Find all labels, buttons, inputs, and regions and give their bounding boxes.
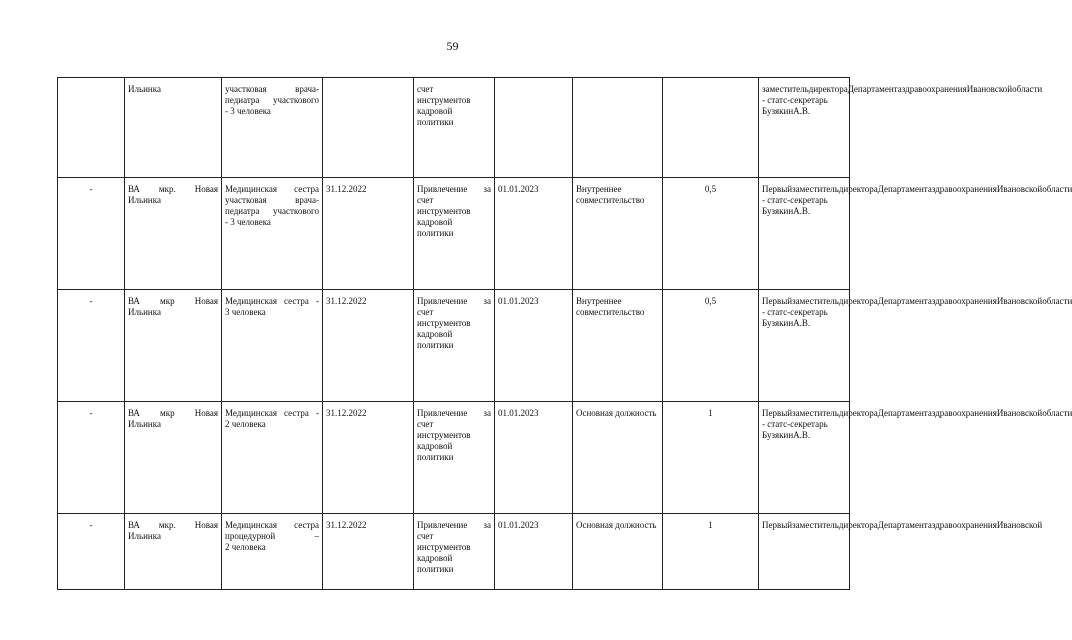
deadline-cell [323,78,414,178]
source-cell [414,402,495,514]
organization-cell [125,78,222,178]
cell-line: здравоохранения [931,296,997,306]
cell-line: педиатра участкового [225,206,319,216]
cell-line: 2 человека [225,542,266,552]
cell-line: процедурной – [225,531,319,541]
organization-cell [125,402,222,514]
start-date-cell: 01.01.2023 [495,290,573,402]
cell-line: - 3 человека [225,217,271,227]
cell-line: заместитель [762,84,809,94]
cell-line: Ильинка [128,419,161,429]
position-cell [222,402,323,514]
cell-line: области - статс- [762,296,1072,317]
cell-line: Привлечение за [417,184,491,194]
row-number-cell [58,78,125,178]
cell-line: педиатра участкового [225,95,319,105]
table-row [58,178,850,290]
cell-line: ВА мкр Новая [128,408,218,418]
cell-line: секретарь Бузякин [762,195,828,216]
cell-line: политики [417,564,454,574]
cell-line: А.В. [793,318,811,328]
responsible-cell [759,514,1043,590]
responsible-cell [759,402,1072,514]
source-cell [414,514,495,590]
table-row [58,514,850,590]
cell-line: заместитель [792,520,839,530]
cell-line: Ильинка [128,195,161,205]
cell-line: здравоохранения [901,84,967,94]
cell-line: счет [417,531,434,541]
cell-line: здравоохранения [931,408,997,418]
cell-line: директора [838,520,878,530]
start-date-cell: 01.01.2023 [495,402,573,514]
cell-line: инструментов [417,95,471,105]
cell-line: заместитель [792,408,839,418]
organization-cell [125,514,222,590]
cell-line: счет [417,419,434,429]
cell-line: Департамента [877,408,932,418]
position-cell [222,78,323,178]
responsible-cell [759,78,1043,178]
cell-line: Департамента [847,84,902,94]
table-row [58,290,850,402]
cell-line: области - статс- [762,84,1043,105]
cell-line: кадровой [417,106,453,116]
employment-type-cell: Внутреннее совместительство [573,178,663,290]
deadline-cell: 31.12.2022 [323,514,414,590]
position-cell [222,178,323,290]
cell-line: инструментов [417,206,471,216]
position-cell [222,514,323,590]
cell-line: Первый [762,408,793,418]
cell-line: Первый [762,296,793,306]
cell-line: кадровой [417,553,453,563]
table-row [58,78,850,178]
cell-line: заместитель [792,296,839,306]
cell-line: области - статс- [762,184,1072,205]
organization-cell [125,178,222,290]
cell-line: Привлечение за [417,296,491,306]
cell-line: инструментов [417,542,471,552]
cell-line: политики [417,340,454,350]
cell-line: инструментов [417,318,471,328]
employment-type-cell: Основная должность [573,402,663,514]
cell-line: секретарь Бузякин [762,95,828,116]
staffing-table [57,77,1072,590]
cell-line: Департамента [877,184,932,194]
cell-line: ВА мкр. Новая [128,520,218,530]
cell-line: директора [838,296,878,306]
rate-cell [663,78,759,178]
cell-line: Департамента [877,520,932,530]
position-cell [222,290,323,402]
row-number-cell: - [58,402,125,514]
start-date-cell: 01.01.2023 [495,514,573,590]
cell-line: здравоохранения [931,184,997,194]
cell-line: инструментов [417,430,471,440]
cell-line: Ивановской [996,408,1043,418]
cell-line: ВА мкр Новая [128,296,218,306]
cell-line: 2 человека [225,419,266,429]
cell-line: директора [838,408,878,418]
cell-line: Ивановской [996,520,1043,530]
cell-line: кадровой [417,441,453,451]
source-cell [414,178,495,290]
cell-line: области - статс- [762,408,1072,429]
cell-line: Ивановской [996,184,1043,194]
rate-cell: 0,5 [663,290,759,402]
source-cell [414,78,495,178]
cell-line: политики [417,452,454,462]
cell-line: А.В. [793,106,811,116]
row-number-cell: - [58,178,125,290]
cell-line: Медицинская сестра [225,184,319,194]
row-number-cell: - [58,290,125,402]
cell-line: Первый [762,520,793,530]
employment-type-cell: Основная должность [573,514,663,590]
responsible-cell [759,178,1072,290]
cell-line: заместитель [792,184,839,194]
cell-line: счет [417,307,434,317]
cell-line: счет [417,195,434,205]
cell-line: Ивановской [996,296,1043,306]
cell-line: Привлечение за [417,408,491,418]
cell-line: секретарь Бузякин [762,419,828,440]
cell-line: А.В. [793,206,811,216]
cell-line: директора [838,184,878,194]
cell-line: секретарь Бузякин [762,307,828,328]
cell-line: политики [417,228,454,238]
responsible-cell [759,290,1072,402]
cell-line: Ивановской [966,84,1013,94]
deadline-cell: 31.12.2022 [323,178,414,290]
cell-line: Ильинка [128,531,161,541]
cell-line: А.В. [793,430,811,440]
cell-line: кадровой [417,217,453,227]
cell-line: Департамента [877,296,932,306]
cell-line: здравоохранения [931,520,997,530]
cell-line: политики [417,117,454,127]
deadline-cell: 31.12.2022 [323,290,414,402]
cell-line: Привлечение за [417,520,491,530]
cell-line: 3 человека [225,307,266,317]
rate-cell: 1 [663,402,759,514]
rate-cell: 0,5 [663,178,759,290]
employment-type-cell [573,78,663,178]
source-cell [414,290,495,402]
cell-line: Медицинская сестра - [225,408,319,418]
cell-line: Первый [762,184,793,194]
page-number: 59 [446,39,459,53]
cell-line: директора [808,84,848,94]
cell-line: Ильинка [128,307,161,317]
cell-line: Медицинская сестра [225,520,319,530]
row-number-cell: - [58,514,125,590]
cell-line: участковая врача- [225,195,319,205]
rate-cell: 1 [663,514,759,590]
start-date-cell: 01.01.2023 [495,178,573,290]
cell-line: Ильинка [128,84,161,94]
organization-cell [125,290,222,402]
cell-line: ВА мкр. Новая [128,184,218,194]
cell-line: участковая врача- [225,84,319,94]
cell-line: Медицинская сестра - [225,296,319,306]
start-date-cell [495,78,573,178]
table-row [58,402,850,514]
cell-line: счет [417,84,434,94]
cell-line: кадровой [417,329,453,339]
deadline-cell: 31.12.2022 [323,402,414,514]
employment-type-cell: Внутреннее совместительство [573,290,663,402]
cell-line: - 3 человека [225,106,271,116]
